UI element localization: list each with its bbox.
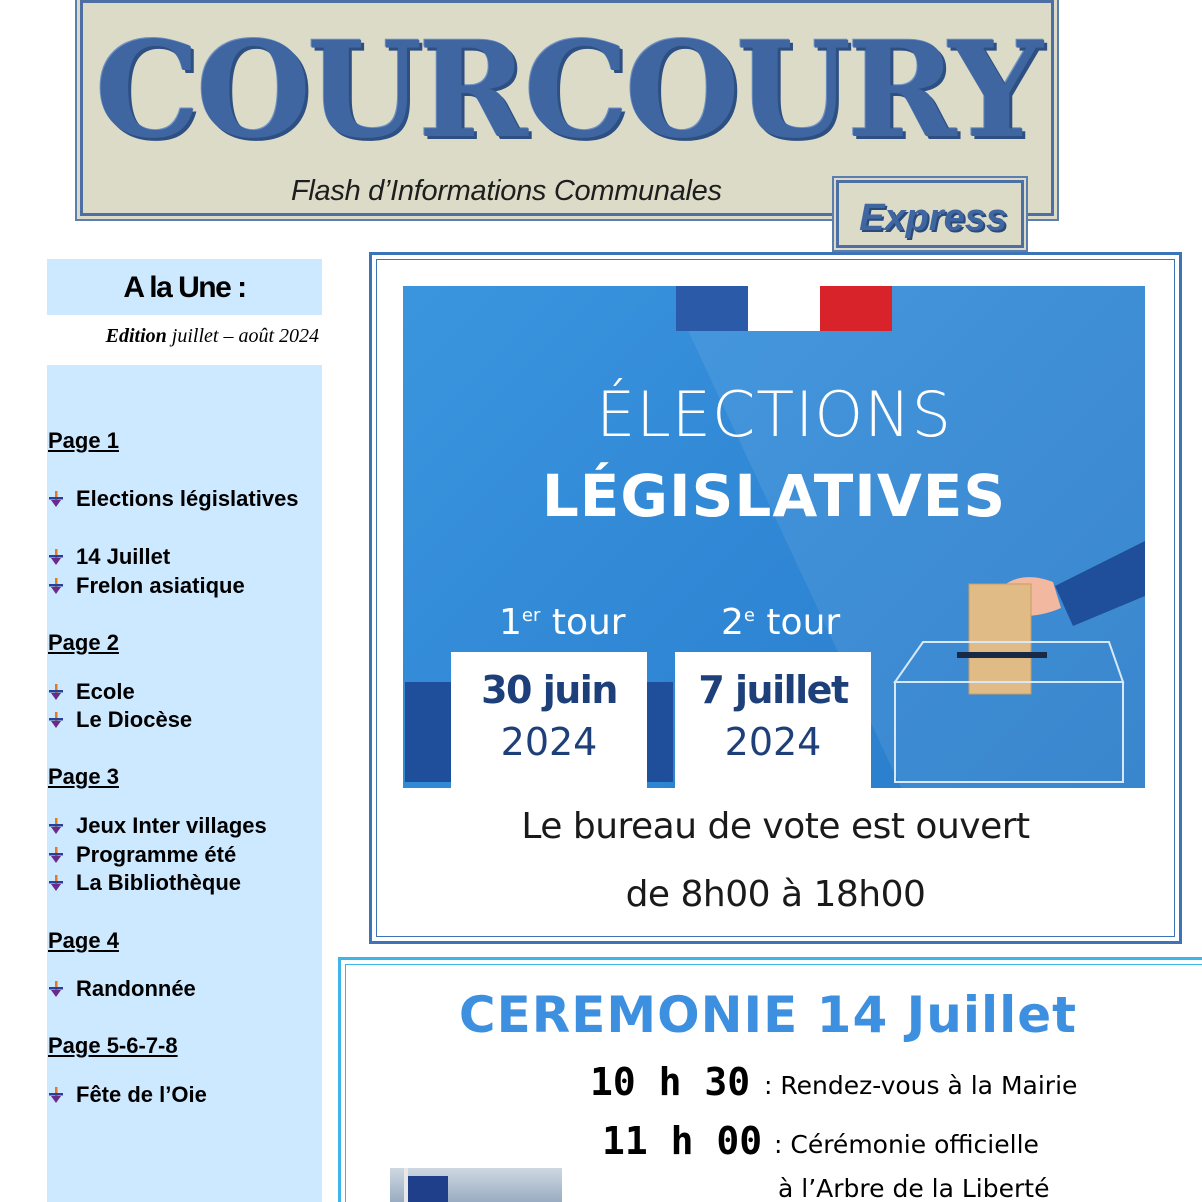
arrow-bullet-icon [48,571,76,600]
ceremony-time-2: 11 h 00 [602,1119,763,1163]
toc-item[interactable]: Jeux Inter villages [48,811,267,840]
toc-item[interactable]: La Bibliothèque [48,868,241,897]
toc-item[interactable]: Ecole [48,677,135,706]
elections-poster [403,286,1145,788]
toc-page-4[interactable]: Page 4 [48,928,119,953]
flag-white-band [748,286,820,331]
second-round-year: 2024 [724,720,822,764]
edition-value: juillet – août 2024 [171,325,319,347]
ceremony-desc-2b: à l’Arbre de la Liberté [778,1174,1050,1202]
second-round-day: 7 juillet [698,668,848,712]
arrow-bullet-icon [48,811,76,840]
ceremony-time-1: 10 h 30 [590,1060,751,1104]
toc-item[interactable]: Le Diocèse [48,705,192,734]
first-round-label: 1er tour [499,602,626,643]
edition-label: Edition [105,325,167,347]
flag-blue-band [676,286,748,331]
first-round-date-card [451,652,647,788]
toc-item[interactable]: Programme été [48,840,236,869]
legislatives-heading: LÉGISLATIVES [541,462,1007,530]
poster-accent-strip [405,682,451,782]
toc-page-3[interactable]: Page 3 [48,764,119,789]
toc-page-1[interactable]: Page 1 [48,428,119,453]
first-round-day: 30 juin [481,668,617,712]
toc-item[interactable]: 14 Juillet [48,542,170,571]
flag-icon [408,1176,448,1202]
flag-red-band [820,286,892,331]
arrow-bullet-icon [48,840,76,869]
elections-heading: ÉLECTIONS [596,378,952,451]
flag-photo [390,1168,562,1202]
second-round-date-card [675,652,871,788]
edition-line [47,325,319,348]
arrow-bullet-icon [48,705,76,734]
newsletter-subtitle: Flash d’Informations Communales [291,175,722,207]
ballot-box-illustration [883,526,1145,788]
ceremony-desc-1: : Rendez-vous à la Mairie [764,1071,1078,1100]
newsletter-title: COURCOURY [95,13,1039,168]
arrow-bullet-icon [48,484,76,513]
second-round-label: 2e tour [721,602,841,643]
ceremony-desc-2: : Cérémonie officielle [774,1130,1039,1159]
ceremony-title: CEREMONIE 14 Juillet [458,986,1078,1044]
polling-hours-line2: de 8h00 à 18h00 [625,874,926,915]
arrow-bullet-icon [48,1080,76,1109]
arrow-bullet-icon [48,974,76,1003]
toc-item[interactable]: Elections législatives [48,484,308,513]
toc-page-2[interactable]: Page 2 [48,630,119,655]
polling-hours-line1: Le bureau de vote est ouvert [521,806,1030,847]
toc-page-5-8[interactable]: Page 5-6-7-8 [48,1033,178,1058]
toc-item[interactable]: Fête de l’Oie [48,1080,207,1109]
express-badge: Express [836,180,1024,248]
arrow-bullet-icon [48,677,76,706]
arrow-bullet-icon [48,542,76,571]
first-round-year: 2024 [500,720,598,764]
sidebar-heading: A la Une : [47,259,322,315]
arrow-bullet-icon [48,868,76,897]
toc-item[interactable]: Frelon asiatique [48,571,245,600]
toc-item[interactable]: Randonnée [48,974,196,1003]
